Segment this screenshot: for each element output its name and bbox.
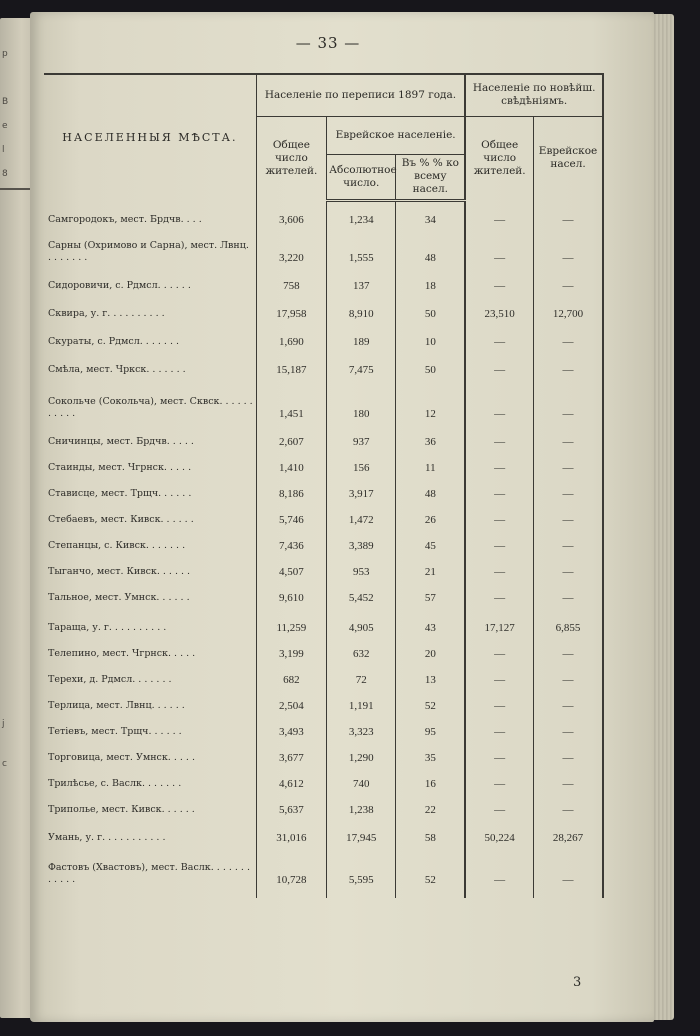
place-name-cell: Тальное, мест. Умнск. . . . . . [48, 592, 190, 603]
cell-pct: 95 [396, 714, 465, 740]
cell-total: 1,690 [256, 322, 326, 350]
cell-jewish: 4,905 [327, 606, 396, 636]
cell-jewish: 5,595 [327, 846, 396, 888]
cell-total: 3,606 [256, 200, 326, 228]
cell-pct: 43 [396, 606, 465, 636]
table-row [44, 450, 603, 476]
cell-total: 5,637 [256, 792, 326, 818]
place-name-cell: Телепино, мест. Чгрнск. . . . . [48, 648, 196, 659]
place-name-cell: Тараща, у. г. . . . . . . . . . [48, 622, 167, 633]
table-row [44, 580, 603, 606]
table-row [44, 422, 603, 450]
spacer-cell [465, 888, 533, 898]
cell-total-new: 50,224 [465, 818, 533, 846]
cell-pct: 50 [396, 350, 465, 378]
place-name-cell: Степанцы, с. Кивск. . . . . . . [48, 540, 186, 551]
cell-jewish: 156 [327, 450, 396, 476]
cell-pct: 26 [396, 502, 465, 528]
table-row [44, 688, 603, 714]
table-row [44, 846, 603, 888]
cell-total: 3,677 [256, 740, 326, 766]
place-name-cell: Сидоровичи, с. Рдмсл. . . . . . [48, 280, 191, 291]
place-name-cell: Стависце, мест. Трщч. . . . . . [48, 488, 192, 499]
cell-total-new: — [465, 580, 533, 606]
cell-total: 3,199 [256, 636, 326, 662]
cell-jewish: 72 [327, 662, 396, 688]
cell-jewish-new: — [534, 228, 603, 266]
cell-total: 4,507 [256, 554, 326, 580]
cell-jewish: 3,917 [327, 476, 396, 502]
table-row [44, 714, 603, 740]
cell-jewish-new: — [534, 740, 603, 766]
cell-pct: 16 [396, 766, 465, 792]
cell-total-new: — [465, 476, 533, 502]
cell-jewish: 8,910 [327, 294, 396, 322]
cell-pct: 50 [396, 294, 465, 322]
cell-jewish-new: — [534, 528, 603, 554]
cell-jewish-new: — [534, 422, 603, 450]
cell-pct: 57 [396, 580, 465, 606]
cell-total: 7,436 [256, 528, 326, 554]
cell-pct: 52 [396, 846, 465, 888]
cell-jewish: 5,452 [327, 580, 396, 606]
spacer-cell [327, 888, 396, 898]
cell-jewish: 1,290 [327, 740, 396, 766]
header-jewish-recent: Еврейское насел. [534, 116, 603, 200]
header-absolute: Абсолютное число. [327, 154, 396, 200]
table-row [44, 636, 603, 662]
cell-total: 3,220 [256, 228, 326, 266]
cell-total-new: — [465, 266, 533, 294]
cell-total-new: — [465, 792, 533, 818]
cell-pct: 34 [396, 200, 465, 228]
cell-jewish: 632 [327, 636, 396, 662]
table-row [44, 266, 603, 294]
table-row [44, 606, 603, 636]
table-row [44, 378, 603, 422]
cell-pct: 18 [396, 266, 465, 294]
table-row [44, 528, 603, 554]
cell-pct: 58 [396, 818, 465, 846]
cell-total: 17,958 [256, 294, 326, 322]
spacer-cell [256, 888, 326, 898]
cell-jewish-new: 28,267 [534, 818, 603, 846]
cell-jewish: 3,389 [327, 528, 396, 554]
cell-total: 3,493 [256, 714, 326, 740]
place-name-cell: Смѣла, мест. Чркск. . . . . . . [48, 364, 186, 375]
cell-total-new: — [465, 636, 533, 662]
cell-jewish: 937 [327, 422, 396, 450]
cell-total-new: 17,127 [465, 606, 533, 636]
place-name-cell: Терлица, мест. Лвнц. . . . . . [48, 700, 185, 711]
cell-jewish-new: — [534, 322, 603, 350]
spacer-cell [534, 888, 603, 898]
spacer-cell [44, 888, 256, 898]
cell-pct: 10 [396, 322, 465, 350]
cell-total: 4,612 [256, 766, 326, 792]
cell-total: 682 [256, 662, 326, 688]
cell-pct: 45 [396, 528, 465, 554]
page-number: — 33 — [295, 34, 361, 52]
cell-jewish-new: — [534, 200, 603, 228]
cell-total-new: — [465, 502, 533, 528]
facing-page-rule [0, 188, 34, 190]
cell-jewish-new: — [534, 378, 603, 422]
cell-total: 11,259 [256, 606, 326, 636]
cell-jewish: 740 [327, 766, 396, 792]
place-name-cell: Тетіевъ, мест. Трщч. . . . . . [48, 726, 182, 737]
place-name-cell: Торговица, мест. Умнск. . . . . [48, 752, 195, 763]
book-page [30, 12, 654, 1022]
cell-total-new: — [465, 450, 533, 476]
cell-jewish: 17,945 [327, 818, 396, 846]
cell-jewish: 1,234 [327, 200, 396, 228]
cell-total: 15,187 [256, 350, 326, 378]
place-name-cell: Самгородокъ, мест. Брдчв. . . . [48, 214, 202, 225]
facing-page-glyph: l [2, 145, 5, 155]
table-row [44, 294, 603, 322]
table-row [44, 766, 603, 792]
cell-jewish: 1,191 [327, 688, 396, 714]
signature-mark: 3 [573, 975, 582, 990]
cell-jewish-new: — [534, 476, 603, 502]
place-name-cell: Фастовъ (Хвастовъ), мест. Васлк. . . . . . . . . . . . [48, 862, 250, 885]
cell-total: 2,504 [256, 688, 326, 714]
cell-total: 8,186 [256, 476, 326, 502]
cell-jewish-new: 6,855 [534, 606, 603, 636]
cell-total: 5,746 [256, 502, 326, 528]
cell-pct: 36 [396, 422, 465, 450]
cell-total-new: — [465, 662, 533, 688]
place-name-cell: Терехи, д. Рдмсл. . . . . . . [48, 674, 172, 685]
cell-jewish-new: — [534, 450, 603, 476]
cell-jewish: 1,238 [327, 792, 396, 818]
place-name-cell: Сарны (Охримово и Сарна), мест. Лвнц. . . . . . . . [48, 240, 249, 263]
table-spacer-row [44, 888, 603, 898]
place-name-cell: Стаинды, мест. Чгрнск. . . . . [48, 462, 192, 473]
cell-jewish: 3,323 [327, 714, 396, 740]
cell-pct: 12 [396, 378, 465, 422]
cell-jewish-new: 12,700 [534, 294, 603, 322]
cell-jewish: 1,472 [327, 502, 396, 528]
page-stack-edge [652, 14, 674, 1020]
cell-pct: 21 [396, 554, 465, 580]
place-name-cell: Сничинцы, мест. Брдчв. . . . . [48, 436, 194, 447]
table-row [44, 740, 603, 766]
cell-total: 10,728 [256, 846, 326, 888]
cell-total-new: — [465, 740, 533, 766]
place-name-cell: Умань, у. г. . . . . . . . . . . [48, 832, 166, 843]
cell-total: 2,607 [256, 422, 326, 450]
header-total-recent: Общее число жителей. [465, 116, 533, 200]
cell-jewish-new: — [534, 846, 603, 888]
cell-total-new: — [465, 766, 533, 792]
table-row [44, 228, 603, 266]
cell-total-new: — [465, 688, 533, 714]
cell-pct: 35 [396, 740, 465, 766]
cell-pct: 48 [396, 228, 465, 266]
cell-pct: 22 [396, 792, 465, 818]
cell-total-new: — [465, 350, 533, 378]
table-row [44, 322, 603, 350]
cell-jewish-new: — [534, 636, 603, 662]
cell-total-new: 23,510 [465, 294, 533, 322]
cell-jewish-new: — [534, 662, 603, 688]
cell-pct: 48 [396, 476, 465, 502]
cell-pct: 52 [396, 688, 465, 714]
cell-total-new: — [465, 554, 533, 580]
header-group-1897: Населеніе по переписи 1897 года. [256, 74, 465, 116]
table-row [44, 792, 603, 818]
cell-jewish-new: — [534, 350, 603, 378]
place-name-cell: Трипольe, мест. Кивск. . . . . . [48, 804, 195, 815]
table-row [44, 200, 603, 228]
cell-pct: 11 [396, 450, 465, 476]
place-name-cell: Скураты, с. Рдмсл. . . . . . . [48, 336, 180, 347]
facing-page-glyph: p [2, 49, 8, 59]
header-percent: Въ % % ко всему насел. [396, 154, 465, 200]
cell-total-new: — [465, 528, 533, 554]
facing-page-glyph: e [2, 121, 8, 131]
cell-jewish: 953 [327, 554, 396, 580]
facing-page-glyph: c [2, 759, 7, 769]
header-total-1897: Общее число жителей. [256, 116, 326, 200]
cell-total-new: — [465, 322, 533, 350]
header-place: НАСЕЛЕННЫЯ МѢСТА. [44, 74, 256, 200]
cell-jewish-new: — [534, 580, 603, 606]
table-row [44, 476, 603, 502]
cell-total: 1,410 [256, 450, 326, 476]
cell-jewish: 1,555 [327, 228, 396, 266]
place-name-cell: Сквира, у. г. . . . . . . . . . [48, 308, 165, 319]
table-row [44, 554, 603, 580]
spacer-cell [396, 888, 465, 898]
cell-jewish: 137 [327, 266, 396, 294]
cell-total: 758 [256, 266, 326, 294]
facing-page-glyph: j [2, 719, 5, 729]
place-name-cell: Тыганчо, мест. Кивск. . . . . . [48, 566, 191, 577]
cell-total-new: — [465, 714, 533, 740]
cell-pct: 20 [396, 636, 465, 662]
place-name-cell: Сокольче (Сокольча), мест. Сквск. . . . . . . . . . . [48, 396, 253, 419]
place-name-cell: Стебаевъ, мест. Кивск. . . . . . [48, 514, 194, 525]
cell-total: 31,016 [256, 818, 326, 846]
cell-total-new: — [465, 200, 533, 228]
header-jewish-group: Еврейское населеніе. [327, 116, 466, 154]
place-name-cell: Трилѣсье, с. Васлк. . . . . . . [48, 778, 182, 789]
facing-page-glyph: 8 [2, 169, 8, 179]
cell-jewish-new: — [534, 688, 603, 714]
cell-jewish-new: — [534, 792, 603, 818]
census-table [44, 73, 604, 898]
table-row [44, 350, 603, 378]
cell-total: 1,451 [256, 378, 326, 422]
cell-jewish: 189 [327, 322, 396, 350]
cell-jewish: 180 [327, 378, 396, 422]
cell-total-new: — [465, 846, 533, 888]
cell-total-new: — [465, 422, 533, 450]
cell-jewish: 7,475 [327, 350, 396, 378]
table-row [44, 818, 603, 846]
cell-jewish-new: — [534, 554, 603, 580]
cell-jewish-new: — [534, 766, 603, 792]
table-row [44, 502, 603, 528]
cell-total: 9,610 [256, 580, 326, 606]
table-row [44, 662, 603, 688]
cell-jewish-new: — [534, 266, 603, 294]
cell-total-new: — [465, 228, 533, 266]
cell-jewish-new: — [534, 502, 603, 528]
cell-pct: 13 [396, 662, 465, 688]
header-group-recent: Населеніе по новѣйш. свѣдѣніямъ. [465, 74, 603, 116]
cell-jewish-new: — [534, 714, 603, 740]
cell-total-new: — [465, 378, 533, 422]
facing-page-glyph: B [2, 97, 9, 107]
